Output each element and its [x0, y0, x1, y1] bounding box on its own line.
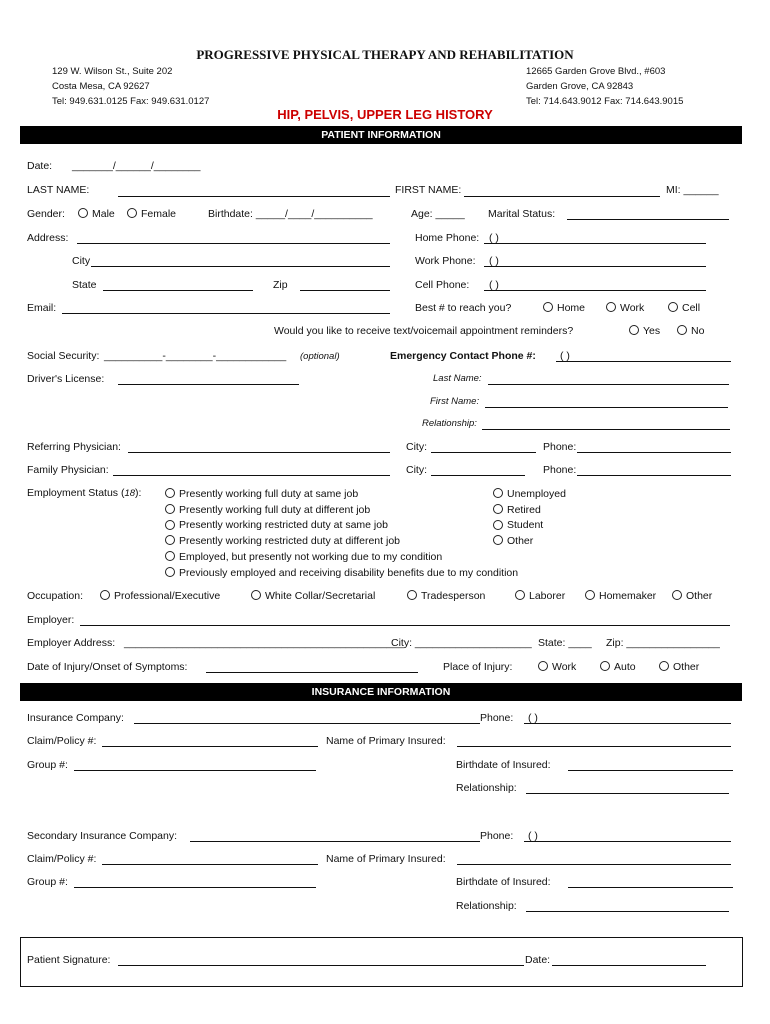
right-address-line: Tel: 714.643.9012 Fax: 714.643.9015	[526, 96, 684, 107]
emergency-first-name-label: First Name:	[430, 396, 480, 407]
secondary-birthdate-label: Birthdate of Insured:	[456, 876, 551, 888]
employment-option-label: Presently working full duty at different job	[179, 503, 371, 516]
emergency-label: Emergency Contact Phone #:	[390, 350, 536, 362]
first-name-label: FIRST NAME:	[395, 184, 462, 196]
secondary-birthdate-field[interactable]	[568, 887, 733, 888]
radio-icon	[251, 590, 261, 600]
secondary-relationship-field[interactable]	[526, 911, 729, 912]
secondary-claim-label: Claim/Policy #:	[27, 853, 97, 865]
employment-option[interactable]	[493, 487, 566, 503]
group-field[interactable]	[74, 770, 316, 771]
best-home-label: Home	[557, 302, 586, 314]
radio-icon	[668, 302, 678, 312]
employment-status-label	[27, 487, 141, 499]
place-option[interactable]	[538, 661, 576, 673]
employment-option[interactable]	[493, 503, 566, 519]
employment-option-label: Previously employed and receiving disability benefits due to my condition	[179, 566, 519, 579]
referring-city-label: City:	[406, 441, 427, 453]
insurance-phone-paren: ( )	[528, 712, 538, 724]
occupation-option[interactable]	[100, 590, 220, 602]
patient-signature-label: Patient Signature:	[27, 954, 111, 966]
referring-physician-label: Referring Physician:	[27, 441, 121, 453]
gender-label: Gender:	[27, 208, 65, 220]
work-phone-field[interactable]	[484, 266, 706, 267]
family-city-label: City:	[406, 464, 427, 476]
state-label: State	[72, 279, 97, 291]
best-number-label: Best # to reach you?	[415, 302, 512, 314]
injury-date-field[interactable]	[206, 672, 418, 673]
place-option-label: Work	[552, 661, 577, 673]
insurance-phone-label: Phone:	[480, 712, 514, 724]
radio-icon	[629, 325, 639, 335]
employment-option[interactable]	[165, 566, 518, 582]
secondary-claim-field[interactable]	[102, 864, 318, 865]
place-option[interactable]	[600, 661, 636, 673]
form-title: HIP, PELVIS, UPPER LEG HISTORY	[277, 107, 493, 122]
city-label: City	[72, 255, 91, 267]
employment-option-label: Other	[507, 535, 534, 548]
left-address-line: Costa Mesa, CA 92627	[52, 81, 150, 92]
reminders-yes-label: Yes	[643, 325, 661, 337]
gender-male-label: Male	[92, 208, 115, 220]
radio-icon	[100, 590, 110, 600]
gender-male-radio[interactable]	[78, 208, 115, 220]
employer-address-field[interactable]: ________________________________________________	[124, 637, 405, 649]
occupation-option[interactable]	[672, 590, 712, 602]
employment-option-label: Unemployed	[507, 488, 566, 500]
employment-option-label: Retired	[507, 503, 541, 516]
drivers-license-label: Driver's License:	[27, 373, 105, 385]
right-address-line: 12665 Garden Grove Blvd., #603	[526, 66, 666, 77]
occupation-option-label: Professional/Executive	[114, 590, 221, 602]
patient-section-header: PATIENT INFORMATION	[20, 126, 742, 144]
primary-insured-field[interactable]	[457, 746, 731, 747]
place-of-injury-label: Place of Injury:	[443, 661, 513, 673]
signature-box	[20, 937, 743, 987]
cell-phone-field[interactable]	[484, 290, 706, 291]
family-physician-label: Family Physician:	[27, 464, 109, 476]
employment-option-label: Presently working full duty at same job	[179, 488, 359, 500]
employment-option[interactable]	[493, 534, 566, 550]
radio-icon	[493, 535, 503, 545]
insurance-phone-field[interactable]	[524, 723, 731, 724]
emergency-last-name-field[interactable]	[488, 384, 729, 385]
radio-icon	[493, 504, 503, 514]
signature-date-field[interactable]	[552, 965, 706, 966]
reminders-no-label: No	[691, 325, 705, 337]
cell-phone-paren: ( )	[489, 279, 499, 291]
radio-icon	[515, 590, 525, 600]
employment-option-label: Employed, but presently not working due to my condition	[179, 550, 443, 563]
radio-icon	[165, 488, 175, 498]
zip-label: Zip	[273, 279, 288, 291]
employment-option-label: Presently working restricted duty at different job	[179, 535, 400, 548]
date-field[interactable]: _______/______/________	[72, 160, 201, 172]
address-field[interactable]	[77, 243, 390, 244]
secondary-phone-paren: ( )	[528, 830, 538, 842]
secondary-primary-insured-label: Name of Primary Insured:	[326, 853, 446, 865]
referring-city-field[interactable]	[431, 452, 536, 453]
employment-option[interactable]	[165, 503, 518, 519]
emergency-relationship-field[interactable]	[482, 429, 730, 430]
best-work-radio[interactable]	[606, 302, 644, 314]
radio-icon	[677, 325, 687, 335]
employer-field[interactable]	[80, 625, 730, 626]
family-city-field[interactable]	[431, 475, 525, 476]
employment-status-end: ):	[135, 487, 142, 499]
occupation-option-label: Other	[686, 590, 713, 602]
occupation-option-label: White Collar/Secretarial	[265, 590, 376, 602]
family-physician-field[interactable]	[113, 475, 390, 476]
emergency-relationship-label: Relationship:	[422, 418, 477, 429]
secondary-relationship-label: Relationship:	[456, 900, 517, 912]
cell-phone-label: Cell Phone:	[415, 279, 470, 291]
insured-birthdate-label: Birthdate of Insured:	[456, 759, 551, 771]
secondary-phone-field[interactable]	[524, 841, 731, 842]
insured-relationship-label: Relationship:	[456, 782, 517, 794]
home-phone-paren: ( )	[489, 232, 499, 244]
work-phone-paren: ( )	[489, 255, 499, 267]
zip-field[interactable]	[300, 290, 390, 291]
insured-birthdate-field[interactable]	[568, 770, 733, 771]
employment-options-left	[165, 487, 518, 581]
marital-label: Marital Status:	[488, 208, 556, 220]
best-cell-label: Cell	[682, 302, 701, 314]
ssn-optional: (optional)	[300, 351, 340, 362]
right-address	[526, 64, 683, 109]
city-field[interactable]	[91, 266, 390, 267]
occupation-option[interactable]	[515, 590, 565, 602]
insurance-company-field[interactable]	[134, 723, 480, 724]
employment-status-number: 18	[124, 488, 136, 499]
employer-zip-field[interactable]: Zip: ________________	[606, 637, 720, 649]
signature-date-label: Date:	[525, 954, 551, 966]
employment-status-text: Employment Status (	[27, 487, 125, 499]
left-address	[52, 64, 209, 109]
secondary-primary-insured-field[interactable]	[457, 864, 731, 865]
address-label: Address:	[27, 232, 69, 244]
best-cell-radio[interactable]	[668, 302, 700, 314]
emergency-paren: ( )	[560, 350, 570, 362]
primary-insured-label: Name of Primary Insured:	[326, 735, 446, 747]
reminders-no-radio[interactable]	[677, 325, 704, 337]
radio-icon	[493, 520, 503, 530]
employer-address-label: Employer Address:	[27, 637, 116, 649]
gender-female-label: Female	[141, 208, 177, 220]
employer-state-field[interactable]: State: ____	[538, 637, 592, 649]
mi-field[interactable]: MI: ______	[666, 184, 719, 196]
emergency-phone-field[interactable]	[556, 361, 731, 362]
referring-physician-field[interactable]	[128, 452, 390, 453]
first-name-field[interactable]	[464, 196, 660, 197]
marital-field[interactable]	[567, 219, 729, 220]
secondary-insurance-label: Secondary Insurance Company:	[27, 830, 177, 842]
insurance-company-label: Insurance Company:	[27, 712, 124, 724]
emergency-last-name-label: Last Name:	[433, 373, 482, 384]
work-phone-label: Work Phone:	[415, 255, 476, 267]
radio-icon	[672, 590, 682, 600]
radio-icon	[127, 208, 137, 218]
employment-option-label: Student	[507, 519, 544, 532]
family-phone-field[interactable]	[577, 475, 731, 476]
radio-icon	[78, 208, 88, 218]
clinic-title: PROGRESSIVE PHYSICAL THERAPY AND REHABILITATION	[196, 47, 574, 62]
gender-female-radio[interactable]	[127, 208, 176, 220]
radio-icon	[165, 504, 175, 514]
radio-icon	[165, 520, 175, 530]
reminders-label: Would you like to receive text/voicemail appointment reminders?	[274, 325, 574, 337]
occupation-option-label: Tradesperson	[421, 590, 486, 602]
occupation-option[interactable]	[251, 590, 375, 602]
right-address-line: Garden Grove, CA 92843	[526, 81, 634, 92]
secondary-group-field[interactable]	[74, 887, 316, 888]
radio-icon	[659, 661, 669, 671]
emergency-first-name-field[interactable]	[485, 407, 728, 408]
family-phone-label: Phone:	[543, 464, 577, 476]
radio-icon	[600, 661, 610, 671]
radio-icon	[606, 302, 616, 312]
employment-options-right	[493, 487, 566, 550]
date-label: Date:	[27, 160, 53, 172]
occupation-label: Occupation:	[27, 590, 84, 602]
occupation-option[interactable]	[585, 590, 656, 602]
secondary-group-label: Group #:	[27, 876, 68, 888]
occupation-option-label: Laborer	[529, 590, 566, 602]
injury-date-label: Date of Injury/Onset of Symptoms:	[27, 661, 188, 673]
best-work-label: Work	[620, 302, 645, 314]
referring-phone-field[interactable]	[577, 452, 731, 453]
employment-option-label: Presently working restricted duty at same job	[179, 519, 388, 532]
employer-label: Employer:	[27, 614, 75, 626]
secondary-insurance-field[interactable]	[190, 841, 480, 842]
patient-signature-field[interactable]	[118, 965, 524, 966]
place-option[interactable]	[659, 661, 699, 673]
place-option-label: Other	[673, 661, 700, 673]
state-field[interactable]	[103, 290, 253, 291]
claim-policy-field[interactable]	[102, 746, 318, 747]
last-name-label: LAST NAME:	[27, 184, 90, 196]
radio-icon	[543, 302, 553, 312]
left-address-line: Tel: 949.631.0125 Fax: 949.631.0127	[52, 96, 210, 107]
radio-icon	[165, 551, 175, 561]
last-name-field[interactable]	[118, 196, 390, 197]
radio-icon	[585, 590, 595, 600]
radio-icon	[407, 590, 417, 600]
employment-option[interactable]	[493, 518, 566, 534]
age-field[interactable]: Age: _____	[411, 208, 465, 220]
ssn-label: Social Security:	[27, 350, 100, 362]
best-home-radio[interactable]	[543, 302, 585, 314]
radio-icon	[493, 488, 503, 498]
employment-option[interactable]	[165, 534, 518, 550]
home-phone-label: Home Phone:	[415, 232, 480, 244]
employer-city-field[interactable]: City: ____________________	[391, 637, 532, 649]
occupation-option[interactable]	[407, 590, 485, 602]
radio-icon	[165, 535, 175, 545]
radio-icon	[165, 567, 175, 577]
secondary-phone-label: Phone:	[480, 830, 514, 842]
left-address-line: 129 W. Wilson St., Suite 202	[52, 66, 173, 77]
referring-phone-label: Phone:	[543, 441, 577, 453]
place-option-label: Auto	[614, 661, 636, 673]
claim-policy-label: Claim/Policy #:	[27, 735, 97, 747]
ssn-field[interactable]: __________-________-____________	[104, 350, 287, 362]
email-field[interactable]	[62, 313, 390, 314]
email-label: Email:	[27, 302, 57, 314]
reminders-yes-radio[interactable]	[629, 325, 660, 337]
drivers-license-field[interactable]	[118, 384, 299, 385]
employment-option[interactable]	[165, 550, 518, 566]
radio-icon	[538, 661, 548, 671]
occupation-option-label: Homemaker	[599, 590, 657, 602]
insured-relationship-field[interactable]	[526, 793, 729, 794]
birthdate-field[interactable]: Birthdate: _____/____/__________	[208, 208, 373, 220]
employment-option[interactable]	[165, 487, 518, 503]
home-phone-field[interactable]	[484, 243, 706, 244]
employment-option[interactable]	[165, 518, 518, 534]
insurance-section-header: INSURANCE INFORMATION	[20, 683, 742, 701]
group-label: Group #:	[27, 759, 68, 771]
